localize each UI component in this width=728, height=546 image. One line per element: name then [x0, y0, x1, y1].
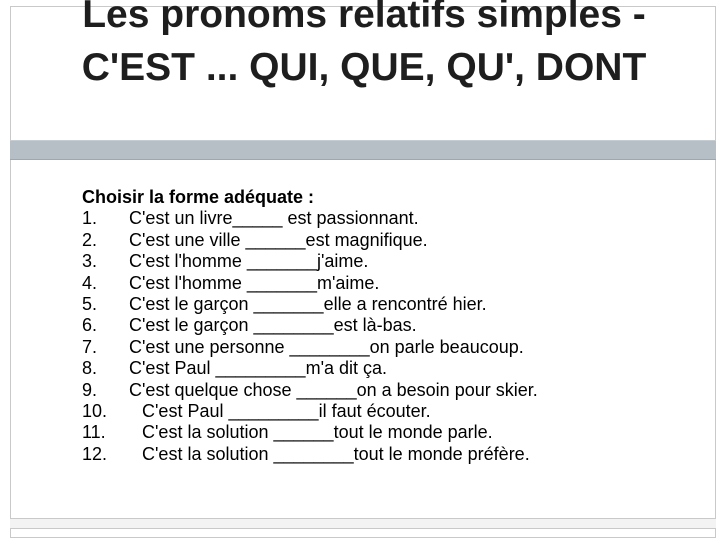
item-text: C'est Paul _________il faut écouter.: [142, 401, 431, 422]
item-number: 1.: [82, 208, 98, 229]
exercise-content: [82, 187, 702, 465]
item-text: C'est le garçon _______elle a rencontré hier.: [129, 294, 487, 315]
item-text: C'est quelque chose ______on a besoin pour skier.: [129, 379, 538, 400]
bottom-bar: [10, 518, 716, 529]
exercise-item: [82, 294, 702, 315]
exercise-item: [82, 230, 702, 251]
exercise-item: [82, 337, 702, 358]
item-number: 12.: [82, 443, 108, 464]
exercise-item: [82, 380, 702, 401]
exercise-item: [82, 358, 702, 379]
item-number: 7.: [82, 336, 98, 357]
exercise-item: [82, 422, 702, 443]
instruction-heading: Choisir la forme adéquate :: [82, 187, 315, 207]
exercise-item: [82, 444, 702, 465]
item-text: C'est une personne ________on parle beaucoup.: [129, 336, 524, 357]
item-text: C'est Paul _________m'a dit ça.: [129, 358, 388, 379]
item-text: C'est l'homme _______m'aime.: [129, 272, 380, 293]
item-number: 11.: [82, 422, 106, 443]
exercise-item: [82, 251, 702, 272]
item-text: C'est une ville ______est magnifique.: [129, 229, 428, 250]
item-text: C'est la solution ______tout le monde parle.: [142, 422, 493, 443]
item-number: 10.: [82, 401, 108, 422]
exercise-item: [82, 315, 702, 336]
exercise-item: [82, 208, 702, 229]
item-number: 4.: [82, 272, 98, 293]
item-number: 3.: [82, 251, 98, 272]
item-number: 8.: [82, 358, 98, 379]
item-text: C'est le garçon ________est là-bas.: [129, 315, 417, 336]
slide-title: Les pronoms relatifs simples - C'EST ... QUI, QUE, QU', DONT: [81, 0, 647, 89]
item-text: C'est la solution ________tout le monde préfère.: [142, 443, 530, 464]
item-number: 9.: [82, 379, 98, 400]
item-number: 2.: [82, 229, 98, 250]
exercise-item: [82, 273, 702, 294]
item-text: C'est l'homme _______j'aime.: [129, 251, 369, 272]
item-text: C'est un livre_____ est passionnant.: [129, 208, 419, 229]
item-number: 6.: [82, 315, 98, 336]
exercise-item: [82, 401, 702, 422]
title-divider-band: [10, 140, 716, 160]
item-number: 5.: [82, 294, 98, 315]
